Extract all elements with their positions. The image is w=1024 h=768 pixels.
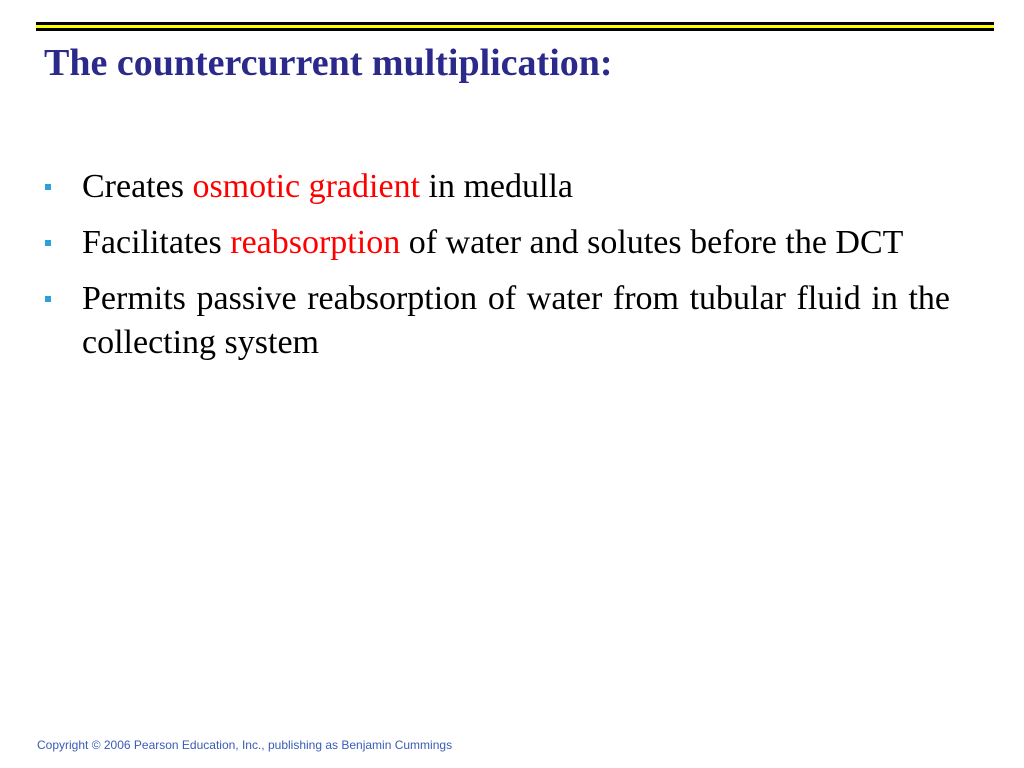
bullet-text-rest: in medulla <box>420 168 573 205</box>
bullet-text: Permits passive reabsorption of water from tubular fluid in the collecting system <box>82 280 950 361</box>
bullet-highlight: osmotic gradient <box>192 168 421 205</box>
square-bullet-icon <box>45 240 51 246</box>
square-bullet-icon <box>45 184 51 190</box>
top-rule <box>36 22 994 31</box>
bullet-text: Creates <box>82 168 193 205</box>
bullet-list <box>40 165 950 377</box>
bullet-text: Facilitates <box>82 224 231 261</box>
bullet-item <box>40 221 950 265</box>
square-bullet-icon <box>45 296 51 302</box>
bullet-item <box>40 277 950 365</box>
copyright-footer: Copyright © 2006 Pearson Education, Inc., publishing as Benjamin Cummings <box>37 738 453 752</box>
bullet-item <box>40 165 950 209</box>
slide-title: The countercurrent multiplication: <box>44 42 613 84</box>
bullet-text-rest: of water and solutes before the DCT <box>400 224 904 261</box>
bullet-highlight: reabsorption <box>230 224 401 261</box>
top-rule-accent <box>36 25 994 28</box>
